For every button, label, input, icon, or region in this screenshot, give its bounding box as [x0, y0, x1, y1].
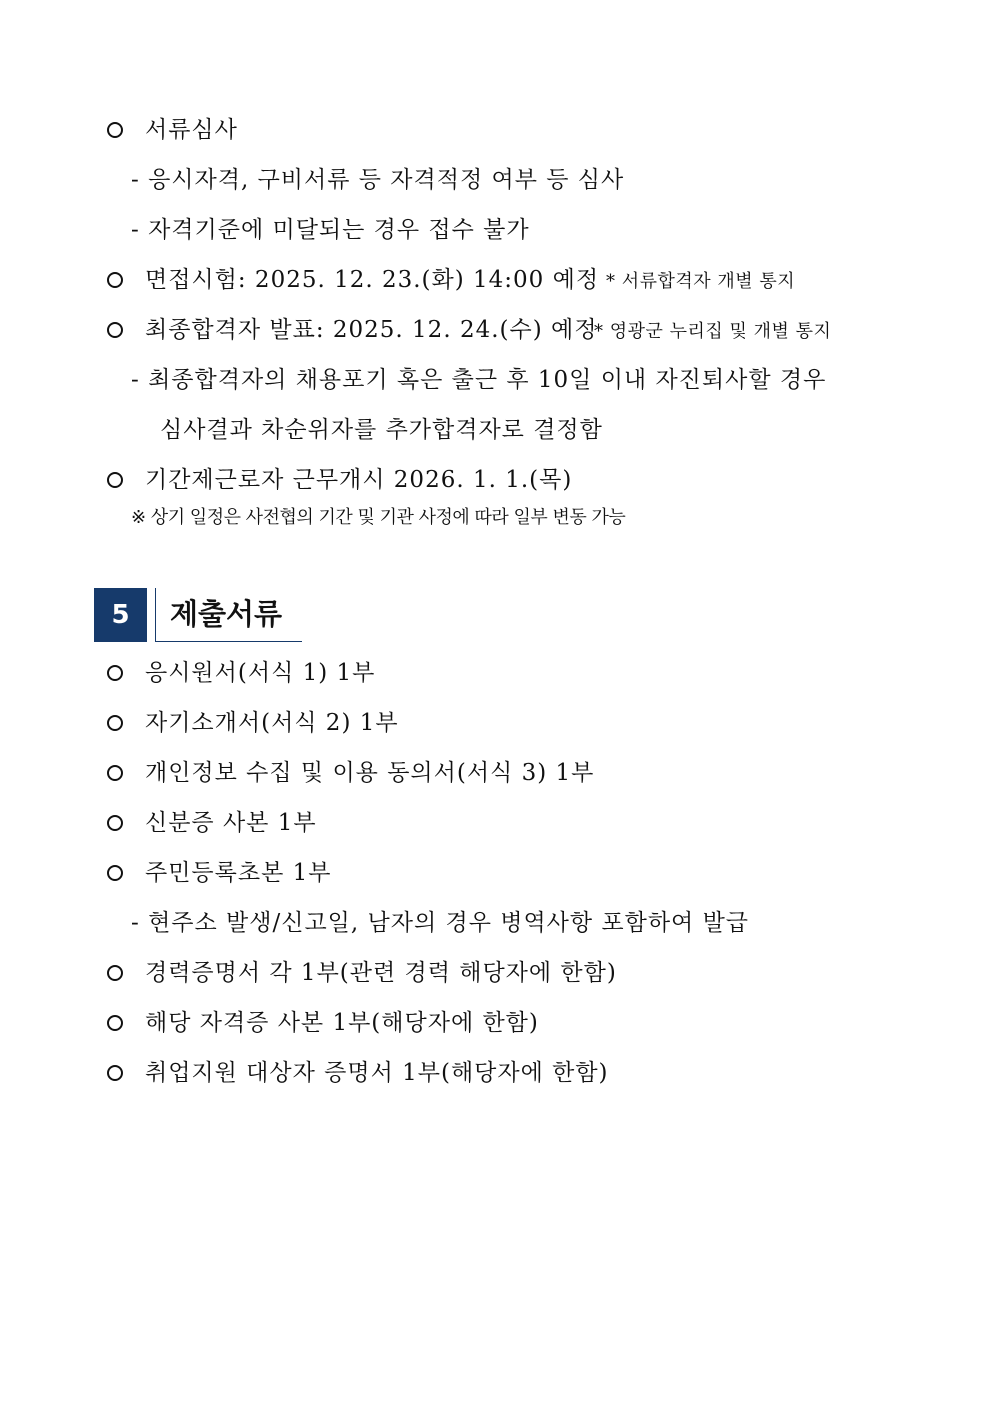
doc-review-item-2: - 자격기준에 미달되는 경우 접수 불가 [131, 217, 530, 243]
submit-item-7: 해당 자격증 사본 1부(해당자에 한함) [145, 1010, 539, 1036]
circle-bullet-icon [107, 665, 123, 681]
submit-item-2: 자기소개서(서식 2) 1부 [145, 710, 399, 736]
doc-review-item-1: - 응시자격, 구비서류 등 자격적정 여부 등 심사 [131, 167, 625, 193]
section-number: 5 [94, 588, 147, 642]
interview-note: * 서류합격자 개별 통지 [606, 271, 796, 292]
submit-item-1: 응시원서(서식 1) 1부 [145, 660, 376, 686]
final-detail-line-2: 심사결과 차순위자를 추가합격자로 결정함 [160, 417, 603, 443]
interview-text: 면접시험: 2025. 12. 23.(화) 14:00 예정 [145, 267, 600, 293]
section-title: 제출서류 [170, 597, 283, 631]
circle-bullet-icon [107, 1065, 123, 1081]
circle-bullet-icon [107, 965, 123, 981]
circle-bullet-icon [107, 272, 123, 288]
doc-review-title: 서류심사 [145, 117, 238, 143]
circle-bullet-icon [107, 122, 123, 138]
schedule-footnote: ※ 상기 일정은 사전협의 기간 및 기관 사정에 따라 일부 변동 가능 [131, 507, 626, 528]
submit-item-3: 개인정보 수집 및 이용 동의서(서식 3) 1부 [145, 760, 595, 786]
submit-item-4: 신분증 사본 1부 [145, 810, 317, 836]
circle-bullet-icon [107, 472, 123, 488]
submit-item-8: 취업지원 대상자 증명서 1부(해당자에 한함) [145, 1060, 609, 1086]
final-detail-line-1: - 최종합격자의 채용포기 혹은 출근 후 10일 이내 자진퇴사할 경우 [131, 367, 827, 393]
circle-bullet-icon [107, 815, 123, 831]
circle-bullet-icon [107, 765, 123, 781]
final-announcement-note: * 영광군 누리집 및 개별 통지 [594, 321, 832, 342]
start-work-text: 기간제근로자 근무개시 2026. 1. 1.(목) [145, 467, 573, 493]
circle-bullet-icon [107, 1015, 123, 1031]
circle-bullet-icon [107, 322, 123, 338]
circle-bullet-icon [107, 715, 123, 731]
resident-note: - 현주소 발생/신고일, 남자의 경우 병역사항 포함하여 발급 [131, 910, 750, 936]
circle-bullet-icon [107, 865, 123, 881]
submit-item-6: 경력증명서 각 1부(관련 경력 해당자에 한함) [145, 960, 617, 986]
final-announcement-text: 최종합격자 발표: 2025. 12. 24.(수) 예정 [145, 317, 598, 343]
submit-item-5: 주민등록초본 1부 [145, 860, 332, 886]
section-title-box [155, 588, 302, 642]
